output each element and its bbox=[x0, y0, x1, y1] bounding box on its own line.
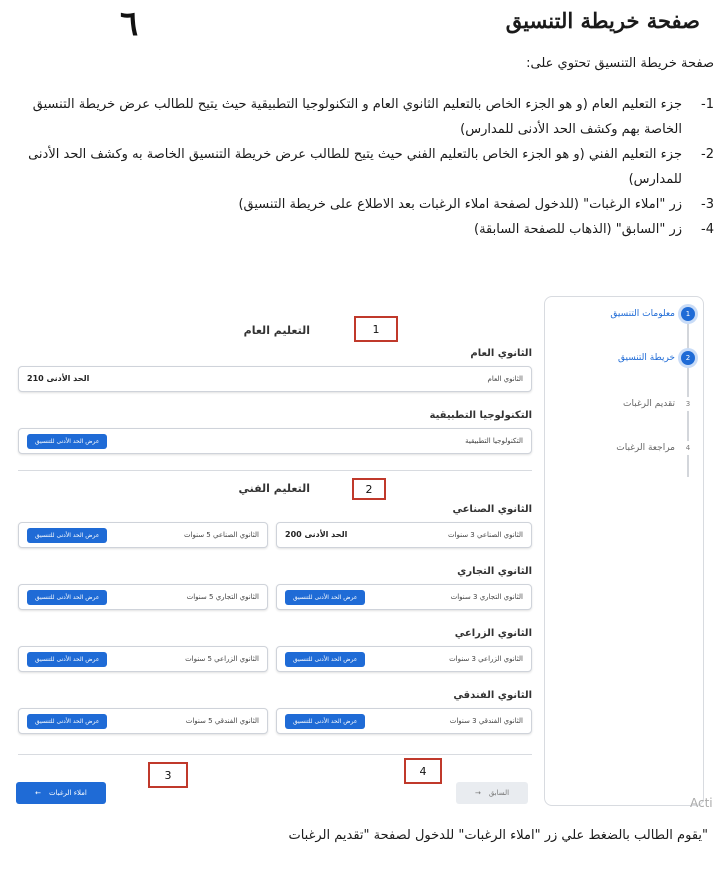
step-label: مراجعة الرغبات bbox=[616, 443, 675, 453]
show-min-score-button[interactable]: عرض الحد الأدنى للتنسيق bbox=[27, 714, 107, 729]
arrow-right-icon: → bbox=[474, 789, 481, 797]
technical-education-title: التعليم الفني bbox=[238, 482, 310, 495]
step-number: 3 bbox=[681, 397, 695, 411]
general-secondary-field[interactable] bbox=[18, 366, 532, 392]
list-item bbox=[0, 142, 720, 192]
show-min-score-button[interactable]: عرض الحد الأدنى للتنسيق bbox=[285, 652, 365, 667]
step-label: تقديم الرغبات bbox=[623, 399, 675, 409]
applied-technology-title: التكنولوجيا التطبيقية bbox=[429, 410, 532, 421]
list-number: -2 bbox=[701, 147, 714, 162]
show-min-score-button[interactable]: عرض الحد الأدنى للتنسيق bbox=[27, 434, 107, 449]
applied-technology-field[interactable] bbox=[18, 428, 532, 454]
commercial-3y-field[interactable] bbox=[276, 584, 532, 610]
general-secondary-title: الثانوي العام bbox=[470, 348, 532, 359]
list-number: -1 bbox=[701, 97, 714, 112]
field-label: الثانوي الزراعي 5 سنوات bbox=[185, 655, 259, 663]
step-number: 2 bbox=[681, 351, 695, 365]
marker-1: 1 bbox=[354, 316, 398, 342]
field-label: الثانوي الفندقي 3 سنوات bbox=[449, 717, 523, 725]
list-text: جزء التعليم الفني (و هو الجزء الخاص بالتعليم الفني حيث يتيح للطالب عرض خريطة التنسيق الخاصة به وكشف الحد الأدنى للمدارس) bbox=[28, 147, 682, 187]
list-item bbox=[0, 192, 720, 217]
field-label: الثانوي الفندقي 5 سنوات bbox=[185, 717, 259, 725]
show-min-score-button[interactable]: عرض الحد الأدنى للتنسيق bbox=[27, 528, 107, 543]
step-number: 1 bbox=[681, 307, 695, 321]
fill-preferences-button[interactable] bbox=[16, 782, 106, 804]
list-text: زر "السابق" (الذهاب للصفحة السابقة) bbox=[474, 222, 682, 237]
page-title: صفحة خريطة التنسيق bbox=[505, 8, 700, 33]
industrial-3y-field[interactable] bbox=[276, 522, 532, 548]
activation-watermark: Acti bbox=[690, 796, 713, 810]
hotel-5y-field[interactable] bbox=[18, 708, 268, 734]
marker-2: 2 bbox=[352, 478, 386, 500]
list-item bbox=[0, 92, 720, 142]
hotel-3y-field[interactable] bbox=[276, 708, 532, 734]
field-label: الثانوي الصناعي 5 سنوات bbox=[183, 531, 259, 539]
commercial-title: الثانوي التجاري bbox=[457, 566, 532, 577]
field-label: الثانوي العام bbox=[487, 375, 523, 383]
page-number: ٦ bbox=[120, 4, 139, 44]
show-min-score-button[interactable]: عرض الحد الأدنى للتنسيق bbox=[285, 714, 365, 729]
section-divider bbox=[18, 754, 532, 755]
coordination-map-screenshot bbox=[0, 296, 720, 816]
list-number: -3 bbox=[701, 197, 714, 212]
step-number: 4 bbox=[681, 441, 695, 455]
fill-button-label: املاء الرغبات bbox=[49, 789, 87, 797]
description-list bbox=[0, 92, 720, 242]
step-coordination-info[interactable] bbox=[610, 307, 695, 321]
list-number: -4 bbox=[701, 222, 714, 237]
agricultural-3y-field[interactable] bbox=[276, 646, 532, 672]
general-education-title: التعليم العام bbox=[243, 324, 310, 337]
step-coordination-map[interactable] bbox=[618, 351, 695, 365]
marker-3: 3 bbox=[148, 762, 188, 788]
field-label: الثانوي التجاري 3 سنوات bbox=[450, 593, 523, 601]
list-item bbox=[0, 217, 720, 242]
intro-text: صفحة خريطة التنسيق تحتوي على: bbox=[526, 56, 714, 71]
min-score-value: الحد الأدنى 210 bbox=[27, 374, 90, 383]
list-text: زر "املاء الرغبات" (للدخول لصفحة املاء الرغبات بعد الاطلاع على خريطة التنسيق) bbox=[238, 197, 682, 212]
commercial-5y-field[interactable] bbox=[18, 584, 268, 610]
show-min-score-button[interactable]: عرض الحد الأدنى للتنسيق bbox=[27, 590, 107, 605]
field-label: الثانوي التجاري 5 سنوات bbox=[186, 593, 259, 601]
steps-sidebar bbox=[544, 296, 704, 806]
main-panel bbox=[10, 310, 540, 810]
previous-button-label: السابق bbox=[488, 789, 510, 797]
industrial-5y-field[interactable] bbox=[18, 522, 268, 548]
show-min-score-button[interactable]: عرض الحد الأدنى للتنسيق bbox=[27, 652, 107, 667]
industrial-title: الثانوي الصناعي bbox=[452, 504, 532, 515]
footer-note: "يقوم الطالب بالضغط علي زر "املاء الرغبات" للدخول لصفحة "تقديم الرغبات bbox=[288, 828, 708, 843]
list-text: جزء التعليم العام (و هو الجزء الخاص بالتعليم الثانوي العام و التكنولوجيا التطبيقية حيث يتيح للطالب عرض خريطة التنسيق الخاصة بهم وكشف الحد الأدنى للمدارس) bbox=[32, 97, 682, 137]
step-label: خريطة التنسيق bbox=[617, 353, 675, 363]
min-score-value: الحد الأدنى 200 bbox=[285, 530, 348, 539]
agricultural-title: الثانوي الزراعي bbox=[454, 628, 532, 639]
previous-button[interactable] bbox=[456, 782, 528, 804]
field-label: الثانوي الصناعي 3 سنوات bbox=[447, 531, 523, 539]
arrow-left-icon: ← bbox=[35, 789, 42, 797]
field-label: التكنولوجيا التطبيقية bbox=[465, 437, 523, 445]
marker-4: 4 bbox=[404, 758, 442, 784]
field-label: الثانوي الزراعي 3 سنوات bbox=[449, 655, 523, 663]
hotel-title: الثانوي الفندقي bbox=[453, 690, 532, 701]
step-submit-preferences[interactable] bbox=[623, 397, 695, 411]
step-label: معلومات التنسيق bbox=[610, 309, 675, 319]
show-min-score-button[interactable]: عرض الحد الأدنى للتنسيق bbox=[285, 590, 365, 605]
step-review-preferences[interactable] bbox=[616, 441, 695, 455]
section-divider bbox=[18, 470, 532, 471]
agricultural-5y-field[interactable] bbox=[18, 646, 268, 672]
